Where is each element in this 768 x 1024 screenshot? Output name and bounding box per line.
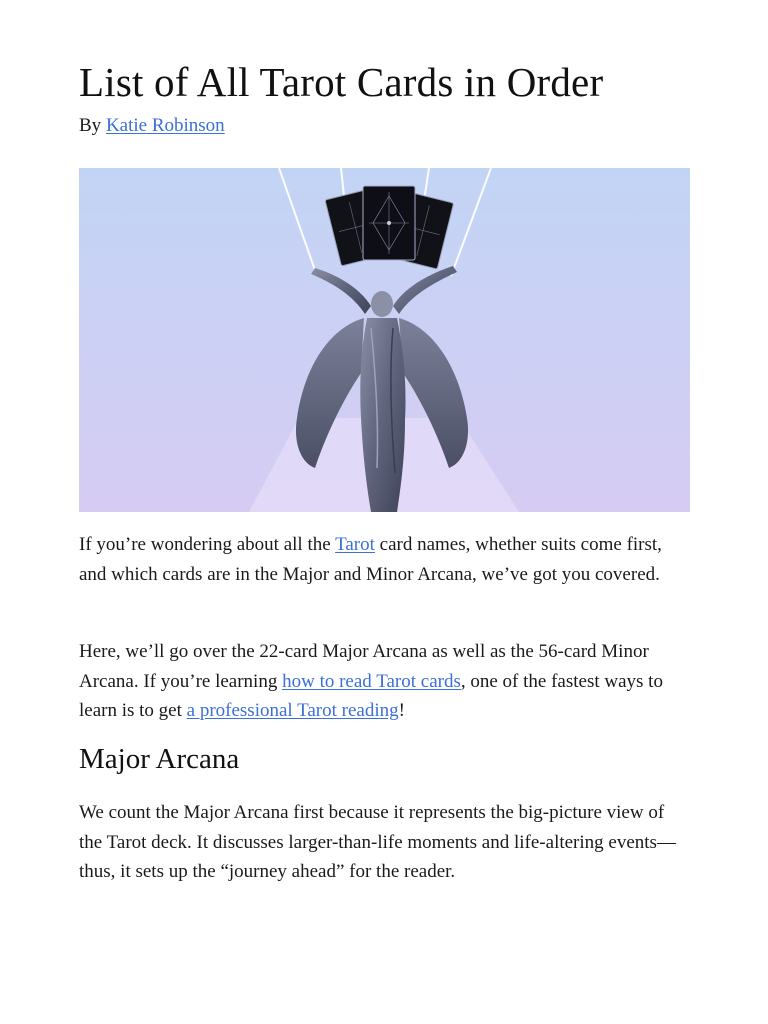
major-arcana-paragraph: We count the Major Arcana first because it represents the big-picture view of the Tarot deck. It discusses larger-than-life moments and life-altering events—thus, it sets up the “journey ahead” for the reader. bbox=[79, 802, 676, 882]
byline bbox=[79, 113, 225, 139]
intro-paragraph bbox=[79, 530, 691, 589]
section-heading-major-arcana: Major Arcana bbox=[79, 743, 240, 775]
author-link[interactable]: Katie Robinson bbox=[105, 115, 225, 136]
tarot-link[interactable]: Tarot bbox=[335, 534, 375, 555]
byline-prefix: By bbox=[79, 115, 106, 136]
overview-text-start: Here, we’ll go over the 22-card Major Arcana as well as the 56-card Minor Arcana. If you’re learning bbox=[79, 641, 649, 692]
hero-image bbox=[79, 168, 690, 512]
intro-text-start: If you’re wondering about all the bbox=[79, 534, 336, 555]
angel-tarot-illustration bbox=[79, 168, 690, 512]
tarot-cards bbox=[325, 186, 454, 269]
page-title: List of All Tarot Cards in Order bbox=[79, 59, 604, 105]
how-to-read-tarot-link[interactable]: how to read Tarot cards bbox=[282, 670, 461, 692]
professional-reading-link[interactable]: a professional Tarot reading bbox=[186, 700, 399, 721]
overview-text-end: ! bbox=[398, 700, 405, 721]
overview-text-middle: , one of the fastest ways to learn is to get bbox=[79, 670, 663, 721]
intro-text-end: card names, whether suits come first, and which cards are in the Major and Minor Arcana, we’ve got you covered. bbox=[79, 534, 662, 585]
overview-paragraph bbox=[79, 637, 691, 726]
